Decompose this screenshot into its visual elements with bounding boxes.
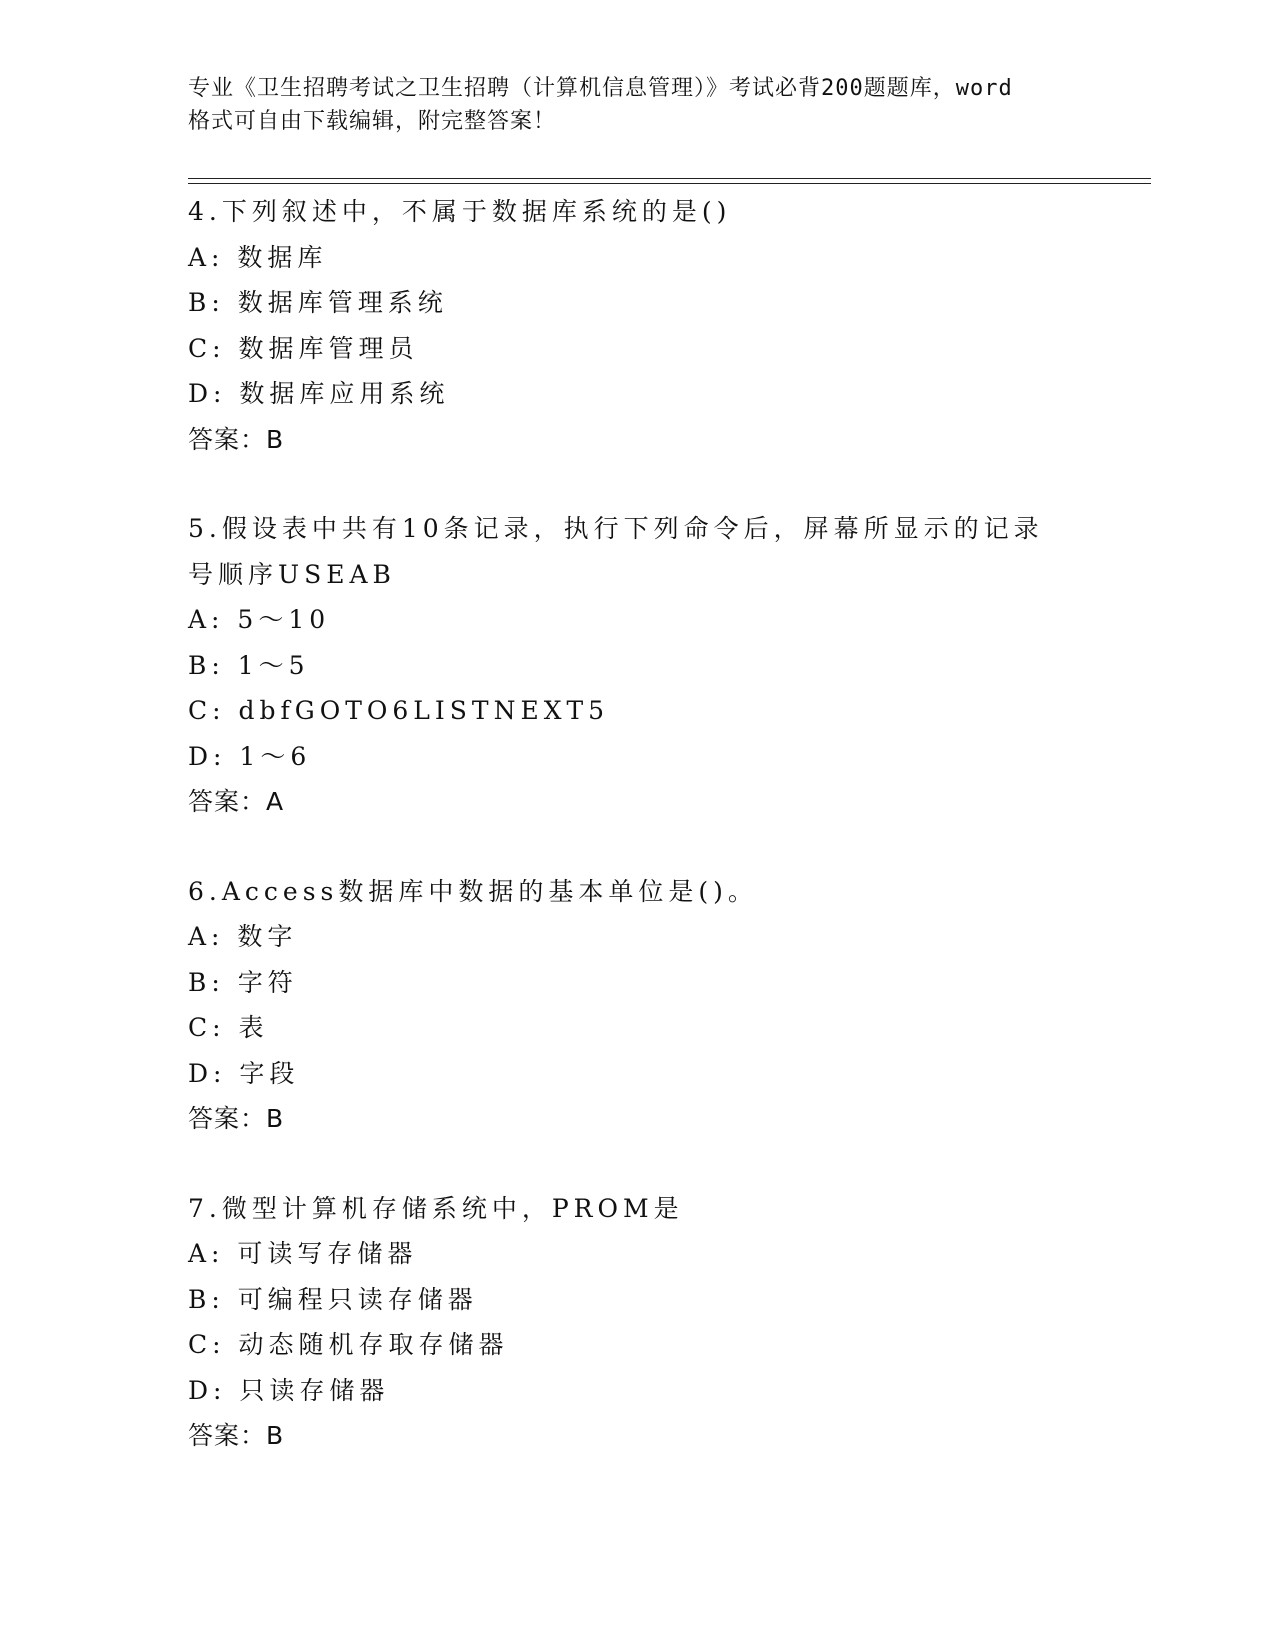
option-c: C: 动态随机存取存储器 — [188, 1330, 509, 1359]
option-a: A: 5～10 — [188, 605, 331, 634]
question-5 — [188, 506, 1088, 825]
header-line-2: 格式可自由下载编辑，附完整答案！ — [188, 109, 557, 134]
option-b: B: 1～5 — [188, 650, 310, 680]
option-d: D: 只读存储器 — [188, 1375, 390, 1405]
question-4 — [188, 189, 1088, 462]
option-c: C: 数据库管理员 — [188, 333, 419, 363]
option-d: D: 1～6 — [188, 741, 312, 771]
question-stem: 7.微型计算机存储系统中，PROM是 — [188, 1193, 684, 1223]
header-divider-top — [188, 178, 1151, 179]
header-divider-bottom — [188, 183, 1151, 184]
question-stem: 4.下列叙述中，不属于数据库系统的是() — [188, 197, 732, 226]
option-a: A: 可读写存储器 — [188, 1239, 418, 1268]
answer-label: 答案：B — [188, 1104, 285, 1133]
question-list — [188, 189, 1088, 1459]
answer-label: 答案：B — [188, 1421, 285, 1450]
option-c: C: dbfGOTO6LISTNEXT5 — [188, 696, 610, 725]
question-stem: 5.假设表中共有10条记录，执行下列命令后，屏幕所显示的记录号顺序USEAB — [188, 514, 1044, 589]
option-b: B: 数据库管理系统 — [188, 288, 448, 317]
option-d: D: 数据库应用系统 — [188, 379, 450, 408]
option-a: A: 数据库 — [188, 242, 328, 272]
answer-label: 答案：B — [188, 424, 285, 454]
header-line-1: 专业《卫生招聘考试之卫生招聘（计算机信息管理）》考试必背200题题库，word — [188, 76, 1013, 101]
option-c: C: 表 — [188, 1013, 269, 1042]
question-7 — [188, 1186, 1088, 1459]
document-header — [188, 72, 1088, 138]
question-6 — [188, 869, 1088, 1142]
option-b: B: 可编程只读存储器 — [188, 1284, 478, 1314]
option-a: A: 数字 — [188, 922, 298, 951]
answer-label: 答案：A — [188, 787, 285, 816]
option-d: D: 字段 — [188, 1058, 300, 1088]
option-b: B: 字符 — [188, 967, 298, 997]
question-stem: 6.Access数据库中数据的基本单位是()。 — [188, 876, 758, 906]
